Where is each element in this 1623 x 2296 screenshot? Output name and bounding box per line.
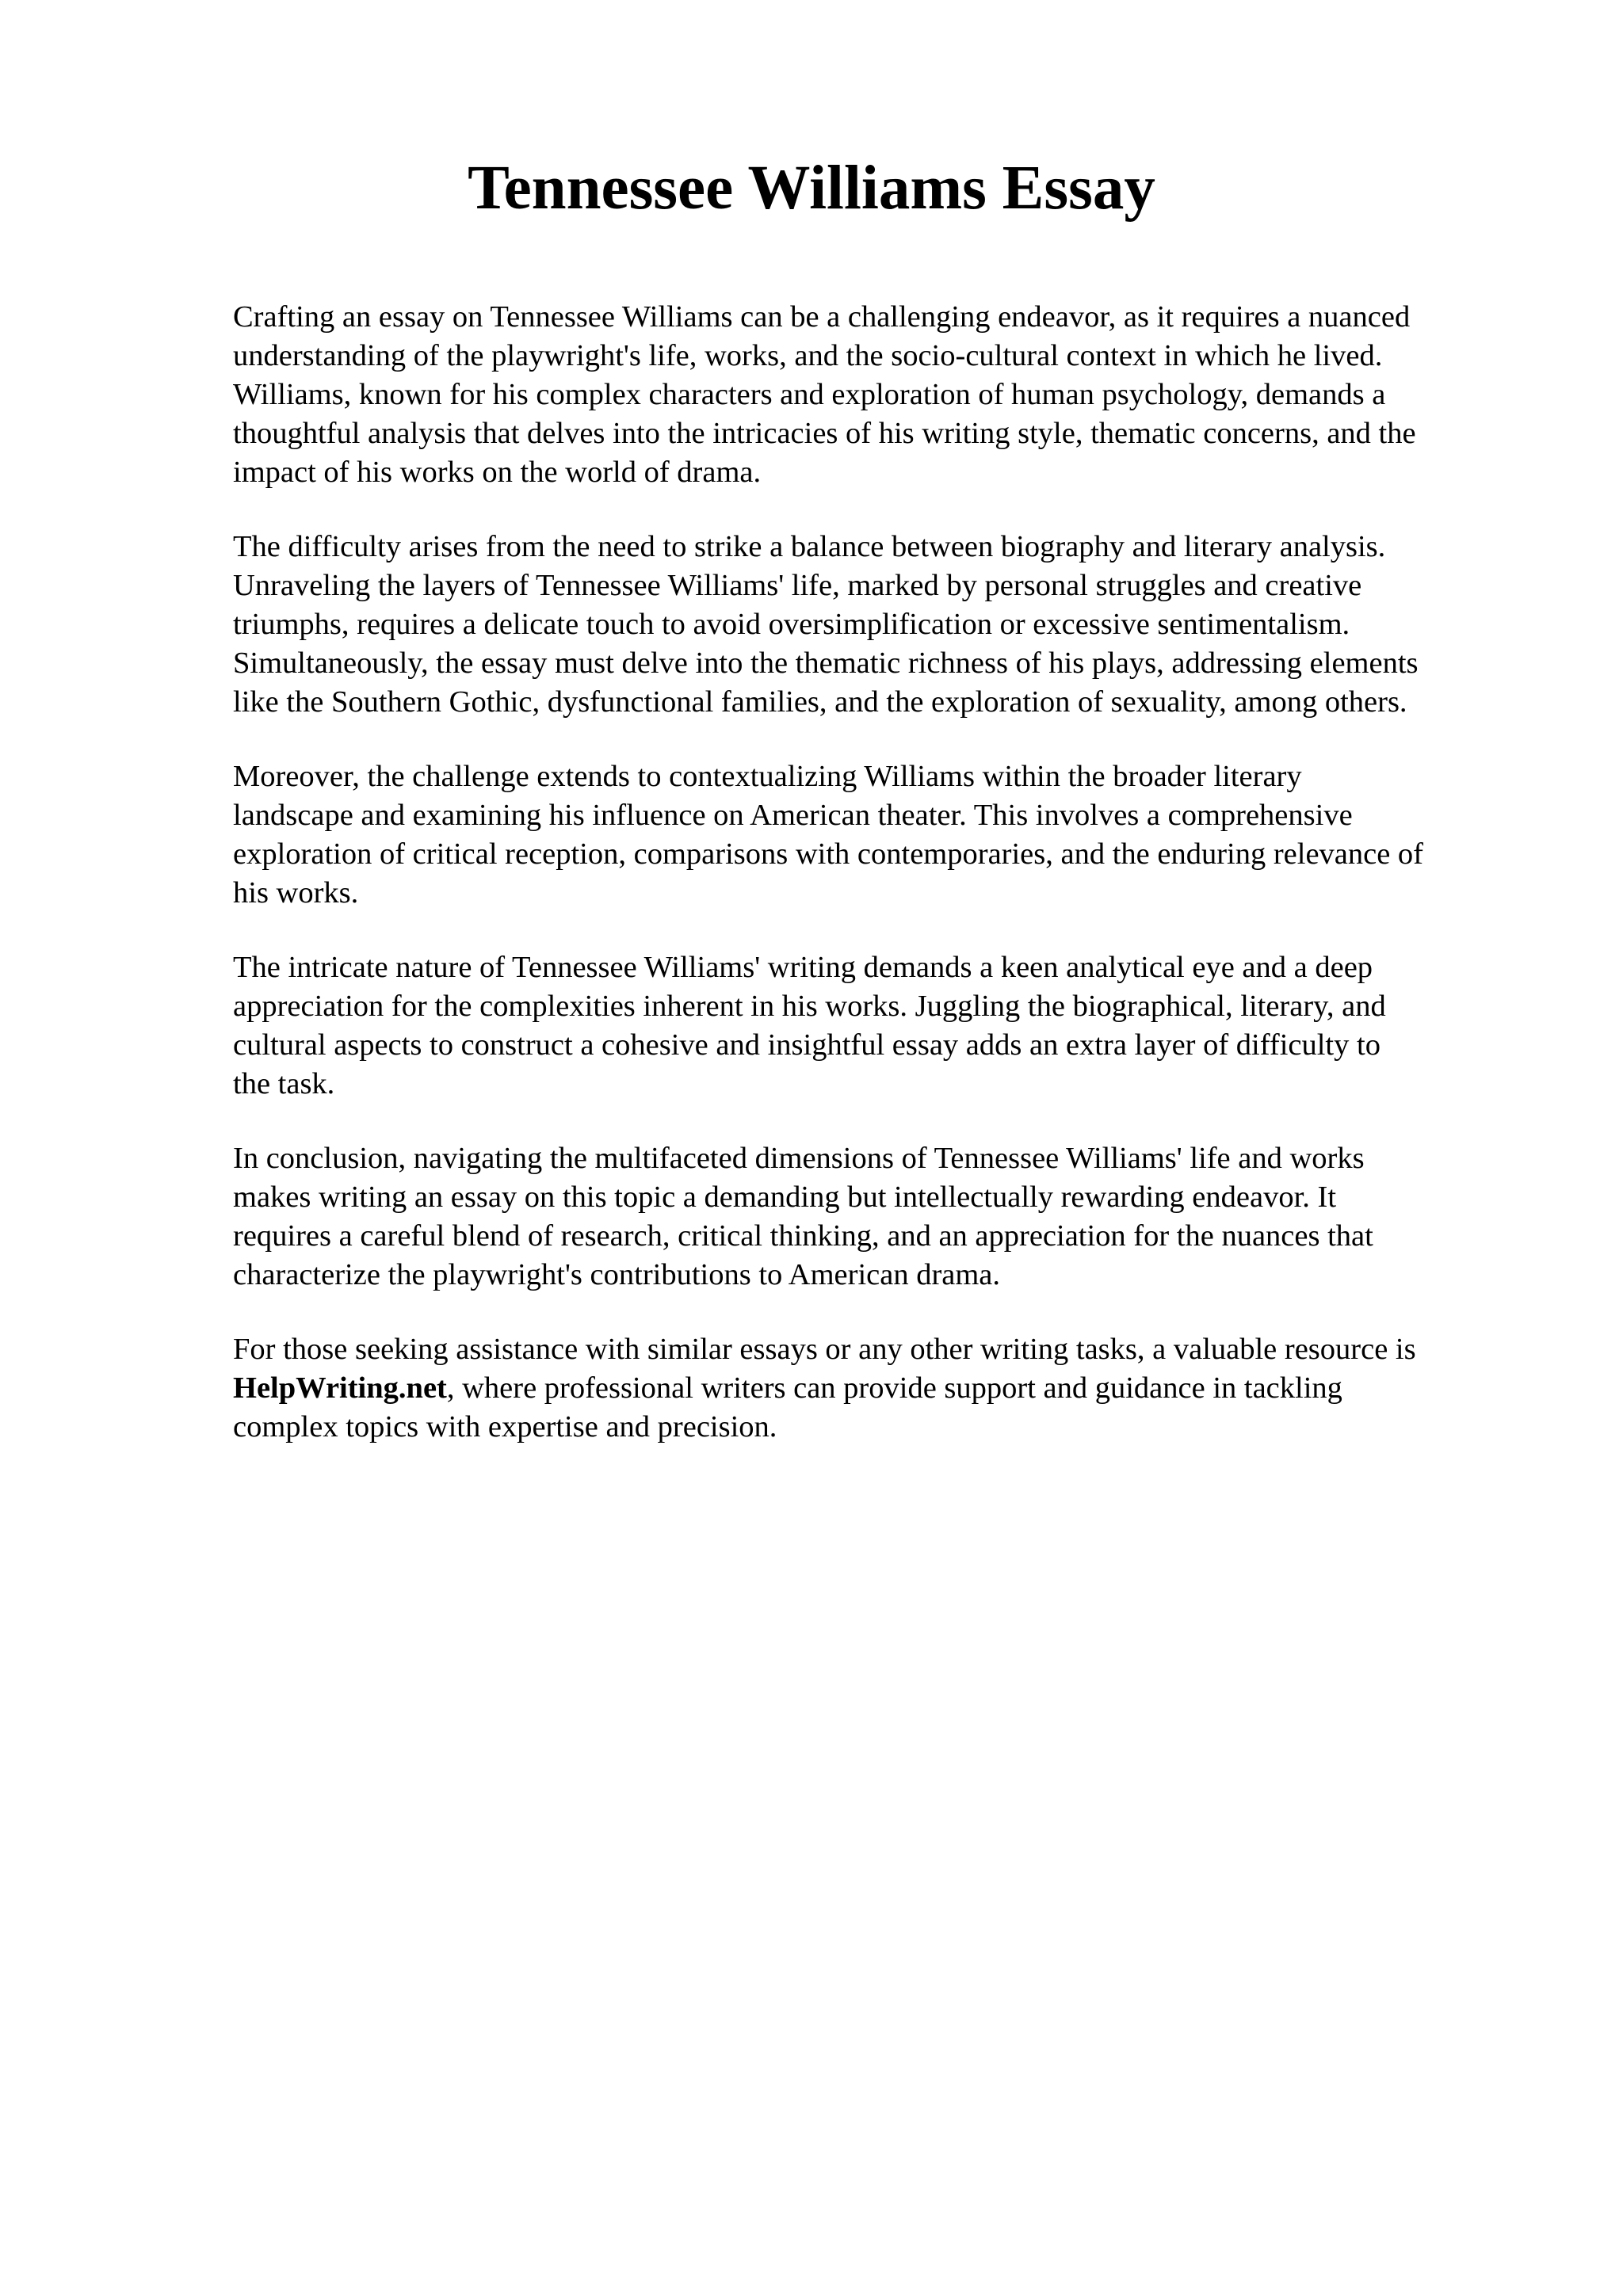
paragraph-line: thoughtful analysis that delves into the intricacies of his writing style, thematic concerns, and the <box>233 417 1416 450</box>
paragraph-line: In conclusion, navigating the multifaceted dimensions of Tennessee Williams' life and works <box>233 1142 1365 1175</box>
paragraph-line: exploration of critical reception, comparisons with contemporaries, and the enduring relevance of <box>233 837 1424 871</box>
paragraph-2 <box>233 528 1533 722</box>
paragraph-text: , where professional writers can provide support and guidance in tackling <box>446 1371 1342 1405</box>
helpwriting-link[interactable]: HelpWriting.net <box>233 1371 447 1405</box>
paragraph-line: requires a careful blend of research, critical thinking, and an appreciation for the nuances that <box>233 1219 1373 1253</box>
paragraph-4 <box>233 948 1533 1104</box>
paragraph-6 <box>233 1330 1533 1447</box>
paragraph-line: triumphs, requires a delicate touch to avoid oversimplification or excessive sentimentalism. <box>233 608 1350 641</box>
paragraph-line: landscape and examining his influence on American theater. This involves a comprehensive <box>233 799 1353 832</box>
paragraph-line: The difficulty arises from the need to strike a balance between biography and literary analysis. <box>233 530 1386 563</box>
paragraph-line: complex topics with expertise and precision. <box>233 1410 777 1444</box>
paragraph-line: Crafting an essay on Tennessee Williams can be a challenging endeavor, as it requires a nuanced <box>233 300 1411 334</box>
paragraph-line: makes writing an essay on this topic a demanding but intellectually rewarding endeavor. It <box>233 1180 1337 1214</box>
paragraph-line: Unraveling the layers of Tennessee Williams' life, marked by personal struggles and creative <box>233 569 1362 602</box>
paragraph-5 <box>233 1139 1533 1295</box>
paragraph-line: his works. <box>233 876 359 910</box>
document-body <box>233 298 1533 1482</box>
document-title: Tennessee Williams Essay <box>468 154 1155 223</box>
paragraph-3 <box>233 757 1533 913</box>
paragraph-line: appreciation for the complexities inherent in his works. Juggling the biographical, literary, and <box>233 990 1386 1023</box>
paragraph-line: Simultaneously, the essay must delve into the thematic richness of his plays, addressing elements <box>233 646 1419 680</box>
paragraph-line <box>233 1369 1533 1408</box>
paragraph-line: The intricate nature of Tennessee Williams' writing demands a keen analytical eye and a deep <box>233 951 1373 984</box>
paragraph-line: Moreover, the challenge extends to contextualizing Williams within the broader literary <box>233 760 1302 793</box>
paragraph-line: like the Southern Gothic, dysfunctional families, and the exploration of sexuality, among others. <box>233 685 1407 719</box>
paragraph-line: characterize the playwright's contributions to American drama. <box>233 1258 1001 1291</box>
paragraph-line: the task. <box>233 1067 335 1100</box>
paragraph-line: Williams, known for his complex characters and exploration of human psychology, demands a <box>233 378 1386 411</box>
paragraph-line: understanding of the playwright's life, works, and the socio-cultural context in which he lived. <box>233 339 1383 372</box>
paragraph-line: impact of his works on the world of drama. <box>233 456 762 489</box>
paragraph-line: cultural aspects to construct a cohesive and insightful essay adds an extra layer of difficulty to <box>233 1028 1381 1062</box>
paragraph-1 <box>233 298 1533 492</box>
paragraph-line: For those seeking assistance with similar essays or any other writing tasks, a valuable resource is <box>233 1333 1416 1366</box>
